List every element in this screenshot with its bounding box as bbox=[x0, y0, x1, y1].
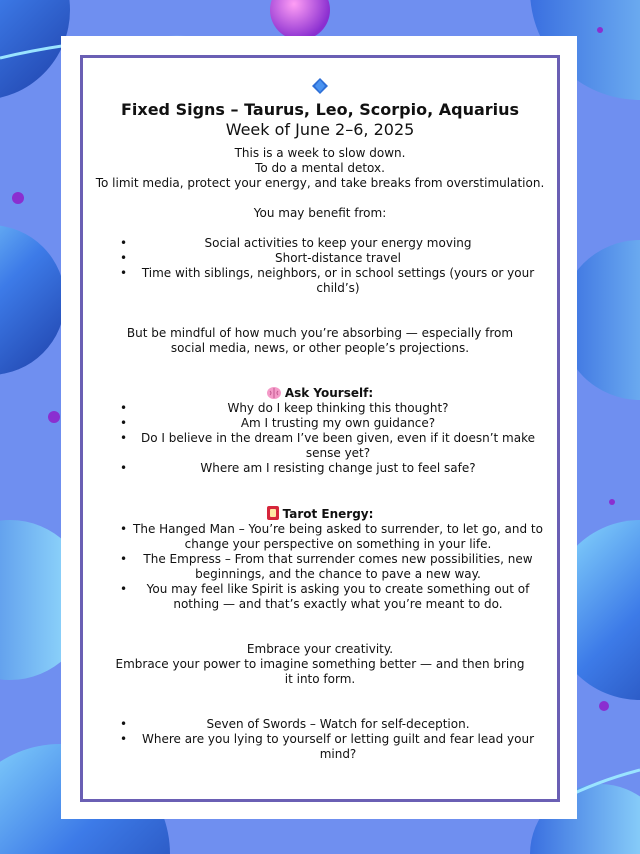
tarot-list bbox=[80, 522, 560, 612]
tarot-card-icon bbox=[267, 506, 279, 520]
page-subtitle: Week of June 2–6, 2025 bbox=[225, 120, 415, 139]
horoscope-content bbox=[80, 78, 560, 762]
tarot-heading-text: Tarot Energy: bbox=[282, 507, 374, 521]
blue-diamond-icon bbox=[312, 78, 328, 94]
list-item: • Time with siblings, neighbors, or in school settings (yours or your child’s) bbox=[80, 266, 560, 296]
benefit-heading: You may benefit from: bbox=[253, 206, 387, 220]
ask-heading bbox=[80, 386, 560, 401]
brain-icon bbox=[267, 387, 281, 399]
list-item: • Where are you lying to yourself or letting guilt and fear lead your mind? bbox=[80, 732, 560, 762]
list-item: • Am I trusting my own guidance? bbox=[80, 416, 560, 431]
intro-line: To limit media, protect your energy, and take breaks from overstimulation. bbox=[95, 176, 545, 190]
intro-line: This is a week to slow down. bbox=[234, 146, 406, 160]
list-item: • Where am I resisting change just to feel safe? bbox=[80, 461, 560, 476]
benefit-list bbox=[80, 236, 560, 296]
page-title: Fixed Signs – Taurus, Leo, Scorpio, Aquarius bbox=[120, 100, 520, 119]
list-item: • Why do I keep thinking this thought? bbox=[80, 401, 560, 416]
intro-line: To do a mental detox. bbox=[255, 161, 385, 175]
list-item: • Seven of Swords – Watch for self-deception. bbox=[80, 717, 560, 732]
list-item: • Social activities to keep your energy moving bbox=[80, 236, 560, 251]
swords-list bbox=[80, 717, 560, 762]
tarot-heading bbox=[80, 506, 560, 522]
creativity-line: Embrace your creativity. bbox=[246, 642, 394, 656]
list-item: • The Empress – From that surrender comes new possibilities, new beginnings, and the chance to pave a new way. bbox=[80, 552, 560, 582]
list-item: • Short-distance travel bbox=[80, 251, 560, 266]
ask-list bbox=[80, 401, 560, 476]
list-item: • The Hanged Man – You’re being asked to surrender, to let go, and to change your perspective on something in your life. bbox=[80, 522, 560, 552]
creativity-line: Embrace your power to imagine something better — and then bring it into form. bbox=[115, 657, 525, 686]
list-item: • Do I believe in the dream I’ve been given, even if it doesn’t make sense yet? bbox=[80, 431, 560, 461]
mindful-paragraph: But be mindful of how much you’re absorbing — especially from social media, news, or other people’s projections. bbox=[126, 326, 514, 355]
list-item: • You may feel like Spirit is asking you to create something out of nothing — and that’s exactly what you’re meant to do. bbox=[80, 582, 560, 612]
ask-heading-text: Ask Yourself: bbox=[284, 386, 374, 400]
